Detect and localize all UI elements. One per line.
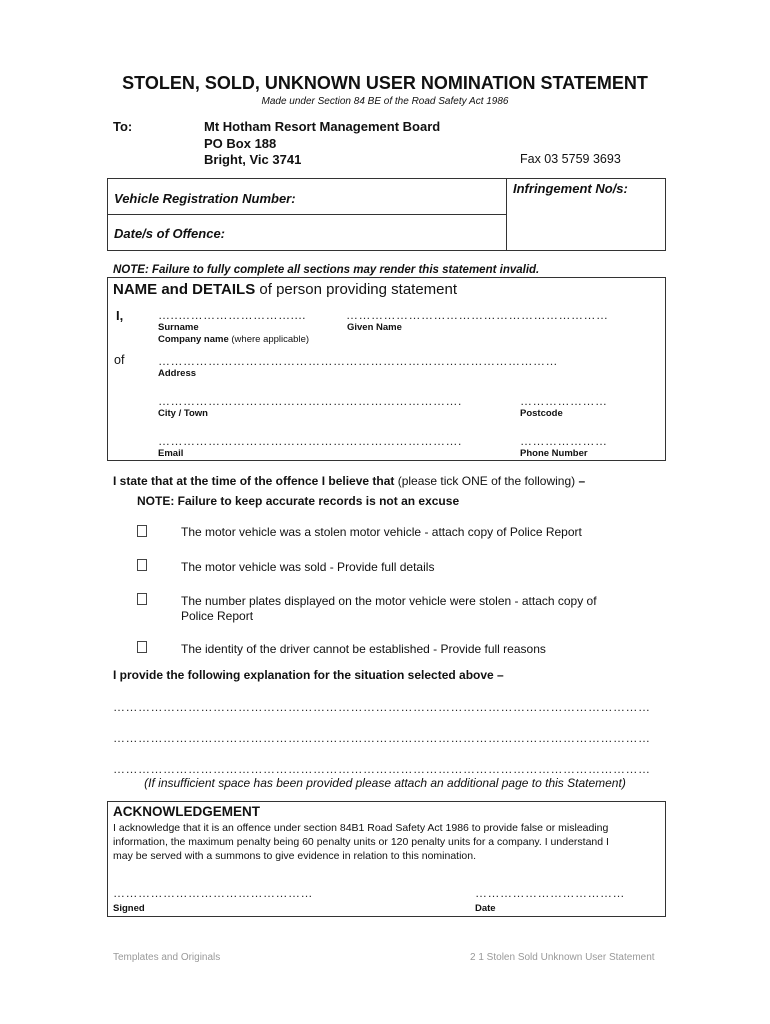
company-label bbox=[158, 334, 309, 345]
statement-lead-normal: (please tick ONE of the following) bbox=[394, 474, 579, 488]
postcode-label: Postcode bbox=[520, 408, 563, 419]
company-label-note: (where applicable) bbox=[231, 334, 310, 345]
name-details-heading bbox=[113, 281, 457, 298]
signed-label: Signed bbox=[113, 903, 145, 914]
phone-label: Phone Number bbox=[520, 448, 588, 459]
city-label: City / Town bbox=[158, 408, 208, 419]
page-subtitle: Made under Section 84 BE of the Road Safety Act 1986 bbox=[261, 96, 509, 107]
explanation-lead: I provide the following explanation for the situation selected above – bbox=[113, 668, 504, 682]
records-note: NOTE: Failure to keep accurate records is not an excuse bbox=[137, 494, 460, 508]
phone-field[interactable]: ………………… bbox=[520, 434, 608, 448]
email-label: Email bbox=[158, 448, 184, 459]
page-title: STOLEN, SOLD, UNKNOWN USER NOMINATION STATEMENT bbox=[122, 73, 648, 93]
validity-note: NOTE: Failure to fully complete all sections may render this statement invalid. bbox=[113, 264, 540, 276]
infringement-label: Infringement No/s: bbox=[513, 181, 628, 196]
fax-number: Fax 03 5759 3693 bbox=[520, 152, 621, 166]
address-field[interactable]: …………………………………………………………………………………… bbox=[158, 354, 558, 368]
option-unknown-driver-checkbox[interactable] bbox=[137, 641, 147, 653]
city-field[interactable]: ………………………………………………………………. bbox=[158, 394, 462, 408]
option-sold-checkbox[interactable] bbox=[137, 559, 147, 571]
statement-lead bbox=[113, 474, 585, 488]
date-label: Date bbox=[475, 903, 496, 914]
recipient-po-box: PO Box 188 bbox=[204, 136, 277, 151]
acknowledgement-line-1: I acknowledge that it is an offence under section 84B1 Road Safety Act 1986 to provide false or misleading bbox=[113, 822, 609, 834]
option-unknown-driver-label: The identity of the driver cannot be established - Provide full reasons bbox=[181, 642, 546, 656]
explanation-line-1[interactable]: ………………………………………………………………………………………………………………… bbox=[113, 700, 651, 714]
given-name-label: Given Name bbox=[347, 322, 402, 333]
option-plates-label: The number plates displayed on the motor vehicle were stolen - attach copy of bbox=[181, 594, 597, 608]
explanation-line-3[interactable]: ………………………………………………………………………………………………………………… bbox=[113, 762, 651, 776]
explanation-line-2[interactable]: ………………………………………………………………………………………………………………… bbox=[113, 731, 651, 745]
name-details-heading-rest: of person providing statement bbox=[255, 281, 458, 298]
recipient-town: Bright, Vic 3741 bbox=[204, 152, 302, 167]
option-sold-label: The motor vehicle was sold - Provide full details bbox=[181, 560, 435, 574]
footer-right: 2 1 Stolen Sold Unknown User Statement bbox=[470, 952, 655, 963]
footer-left: Templates and Originals bbox=[113, 952, 221, 963]
name-details-heading-bold: NAME and DETAILS bbox=[113, 281, 256, 298]
of-label: of bbox=[114, 353, 125, 367]
offence-date-label: Date/s of Offence: bbox=[114, 226, 226, 241]
company-label-bold: Company name bbox=[158, 334, 229, 345]
option-plates-label-cont: Police Report bbox=[181, 609, 254, 623]
surname-field[interactable]: …..……………………….... bbox=[158, 308, 307, 322]
email-field[interactable]: ………………………………………………………………. bbox=[158, 434, 462, 448]
surname-label: Surname bbox=[158, 322, 199, 333]
option-stolen-label: The motor vehicle was a stolen motor vehicle - attach copy of Police Report bbox=[181, 525, 582, 539]
recipient-name: Mt Hotham Resort Management Board bbox=[204, 119, 441, 134]
statement-lead-bold: I state that at the time of the offence I believe that bbox=[113, 474, 395, 488]
statement-lead-dash: – bbox=[578, 474, 586, 488]
i-label: I, bbox=[116, 308, 124, 323]
signed-field[interactable]: ………………………………………… bbox=[113, 886, 313, 900]
date-field[interactable]: ……………………………… bbox=[475, 886, 625, 900]
to-label: To: bbox=[113, 119, 133, 134]
address-label: Address bbox=[158, 368, 197, 379]
insufficient-space-note: (If insufficient space has been provided please attach an additional page to this Statement) bbox=[144, 776, 626, 790]
option-stolen-checkbox[interactable] bbox=[137, 525, 147, 537]
acknowledgement-line-3: may be served with a summons to give evidence in relation to this nomination. bbox=[113, 850, 477, 862]
postcode-field[interactable]: ………………… bbox=[520, 394, 608, 408]
given-name-field[interactable]: ……………………………………………………… bbox=[346, 308, 609, 322]
acknowledgement-line-2: information, the maximum penalty being 60 penalty units or 120 penalty units for a company. I understand I bbox=[113, 836, 609, 848]
registration-label: Vehicle Registration Number: bbox=[114, 191, 296, 206]
option-plates-checkbox[interactable] bbox=[137, 593, 147, 605]
acknowledgement-heading: ACKNOWLEDGEMENT bbox=[113, 804, 260, 819]
